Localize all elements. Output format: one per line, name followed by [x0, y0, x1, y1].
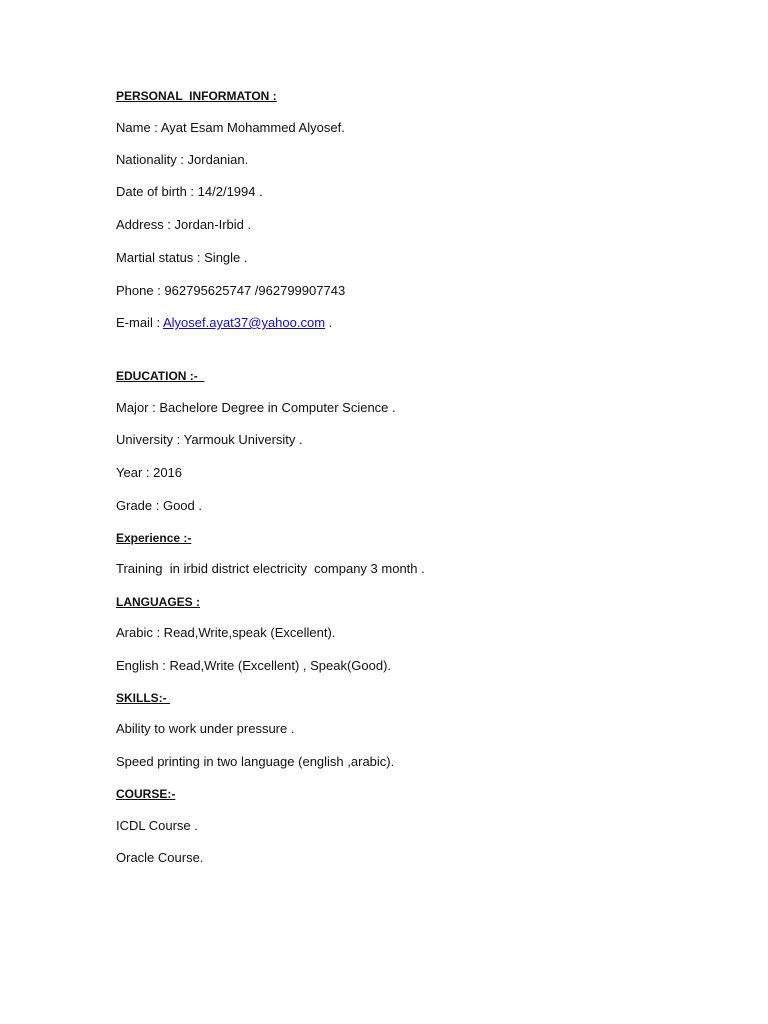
skill-item-2: Speed printing in two language (english ,arabic). — [116, 754, 395, 769]
email-suffix: . — [325, 315, 333, 330]
languages-heading: LANGUAGES : — [116, 595, 200, 609]
course-heading: COURSE:- — [116, 787, 176, 801]
marital-line: Martial status : Single . — [116, 250, 248, 265]
experience-heading: Experience :- — [116, 531, 192, 545]
nationality-line: Nationality : Jordanian. — [116, 152, 249, 167]
course-item-1: ICDL Course . — [116, 818, 198, 833]
course-item-2: Oracle Course. — [116, 850, 204, 865]
email-label: E-mail : — [116, 315, 163, 330]
education-heading: EDUCATION :- — [116, 369, 205, 383]
skills-heading: SKILLS:- — [116, 691, 170, 705]
personal-info-heading: PERSONAL INFORMATON : — [116, 89, 277, 103]
university-line: University : Yarmouk University . — [116, 432, 303, 447]
arabic-line: Arabic : Read,Write,speak (Excellent). — [116, 625, 336, 640]
dob-line: Date of birth : 14/2/1994 . — [116, 184, 263, 199]
skill-item-1: Ability to work under pressure . — [116, 721, 295, 736]
experience-item: Training in irbid district electricity company 3 month . — [116, 561, 425, 576]
major-line: Major : Bachelore Degree in Computer Science . — [116, 400, 396, 415]
grade-line: Grade : Good . — [116, 498, 202, 513]
email-link[interactable]: Alyosef.ayat37@yahoo.com — [162, 315, 326, 330]
address-line: Address : Jordan-Irbid . — [116, 217, 252, 232]
english-line: English : Read,Write (Excellent) , Speak(Good). — [116, 658, 392, 673]
phone-line: Phone : 962795625747 /962799907743 — [116, 283, 346, 298]
name-line: Name : Ayat Esam Mohammed Alyosef. — [116, 120, 345, 135]
email-line — [116, 315, 332, 331]
year-line: Year : 2016 — [116, 465, 183, 480]
